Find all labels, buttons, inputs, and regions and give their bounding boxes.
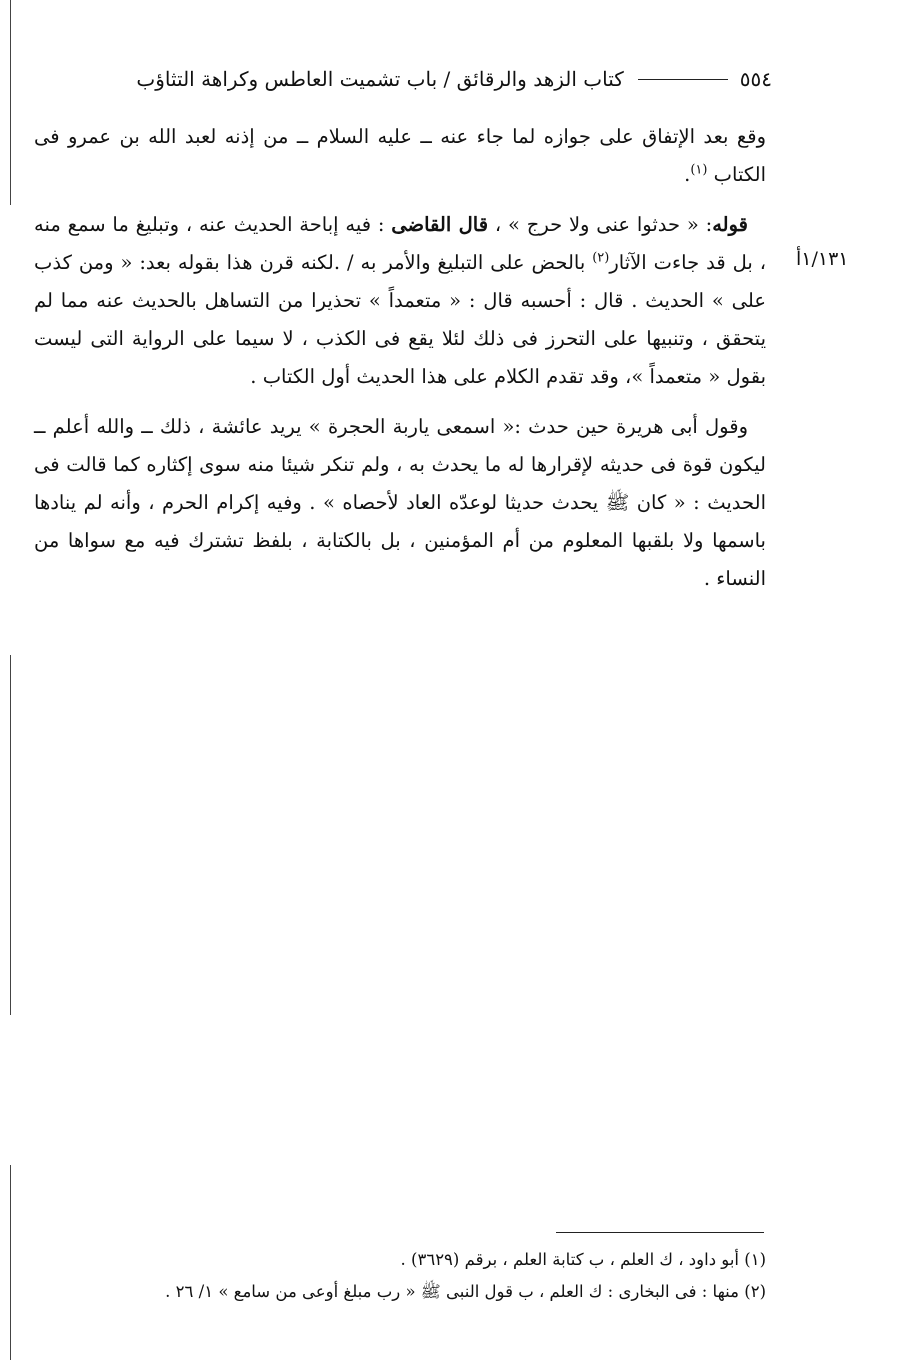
page-binding-line bbox=[10, 1165, 11, 1360]
footnote-ref: (١) bbox=[690, 162, 708, 178]
paragraph-tail: . bbox=[684, 163, 691, 186]
running-header bbox=[32, 62, 772, 96]
footnote-1: (١) أبو داود ، ك العلم ، ب كتابة العلم ، برقم (٣٦٢٩) . bbox=[400, 1250, 766, 1269]
paragraph bbox=[34, 118, 766, 194]
footnote-rule bbox=[556, 1232, 764, 1233]
footnotes bbox=[118, 1244, 766, 1308]
page-binding-line bbox=[10, 655, 11, 1015]
main-text bbox=[34, 118, 766, 598]
paragraph-text: : « حدثوا عنى ولا حرج » ، bbox=[488, 213, 713, 236]
paragraph-text: وقول أبى هريرة حين حدث :« اسمعى ياربة الحجرة » يريد عائشة ، ذلك ــ والله أعلم ــ ليكون قوة فى حديثه لإقرارها له ما يحدث به ، ولم تنكر شيئا منه سوى إكثاره كما قالت فى الحديث : « كان ﷺ يحدث حديثا لوعدّه العاد لأحصاه » . وفيه إكرام الحرم ، وأنه لم ينادها باسمها ولا بلقبها المعلوم من أم المؤمنين ، بل بالكتابة ، بلفظ تشترك فيه مع سواها من النساء . bbox=[34, 415, 766, 590]
header-title: كتاب الزهد والرقائق / باب تشميت العاطس وكراهة التثاؤب bbox=[136, 67, 624, 91]
paragraph-tail: بالحض على التبليغ والأمر به / .لكنه قرن هذا بقوله بعد: « ومن كذب على » الحديث . قال : أحسبه قال : « متعمداً » تحذيرا من التساهل بالحديث عنه مما لم يتحقق ، وتنبيها على التحرز فى ذلك لئلا يقع فى الكذب ، لا سيما على الرواية التى ليست بقول « متعمداً »، وقد تقدم الكلام على هذا الحديث أول الكتاب . bbox=[34, 251, 766, 388]
paragraph-lead: قوله bbox=[712, 213, 748, 236]
margin-manuscript-reference: ١/١٣١أ bbox=[796, 248, 849, 270]
paragraph bbox=[34, 206, 766, 396]
paragraph-lead-qadi: قال القاضى bbox=[391, 213, 489, 236]
header-rule bbox=[638, 79, 728, 80]
paragraph-text: وقع بعد الإتفاق على جوازه لما جاء عنه ــ عليه السلام ــ من إذنه لعبد الله بن عمرو فى الكتاب bbox=[34, 125, 766, 186]
paragraph-text-2: : فيه إباحة الحديث عنه ، وتبليغ ما سمع منه ، بل قد جاءت الآثار bbox=[34, 213, 767, 274]
paragraph bbox=[34, 408, 766, 598]
page-number: ٥٥٤ bbox=[739, 67, 772, 91]
page-binding-line bbox=[10, 0, 11, 205]
footnote-2: (٢) منها : فى البخارى : ك العلم ، ب قول النبى ﷺ « رب مبلغ أوعى من سامع » ١/ ٢٦ . bbox=[165, 1282, 766, 1301]
footnote-ref: (٢) bbox=[592, 250, 610, 266]
